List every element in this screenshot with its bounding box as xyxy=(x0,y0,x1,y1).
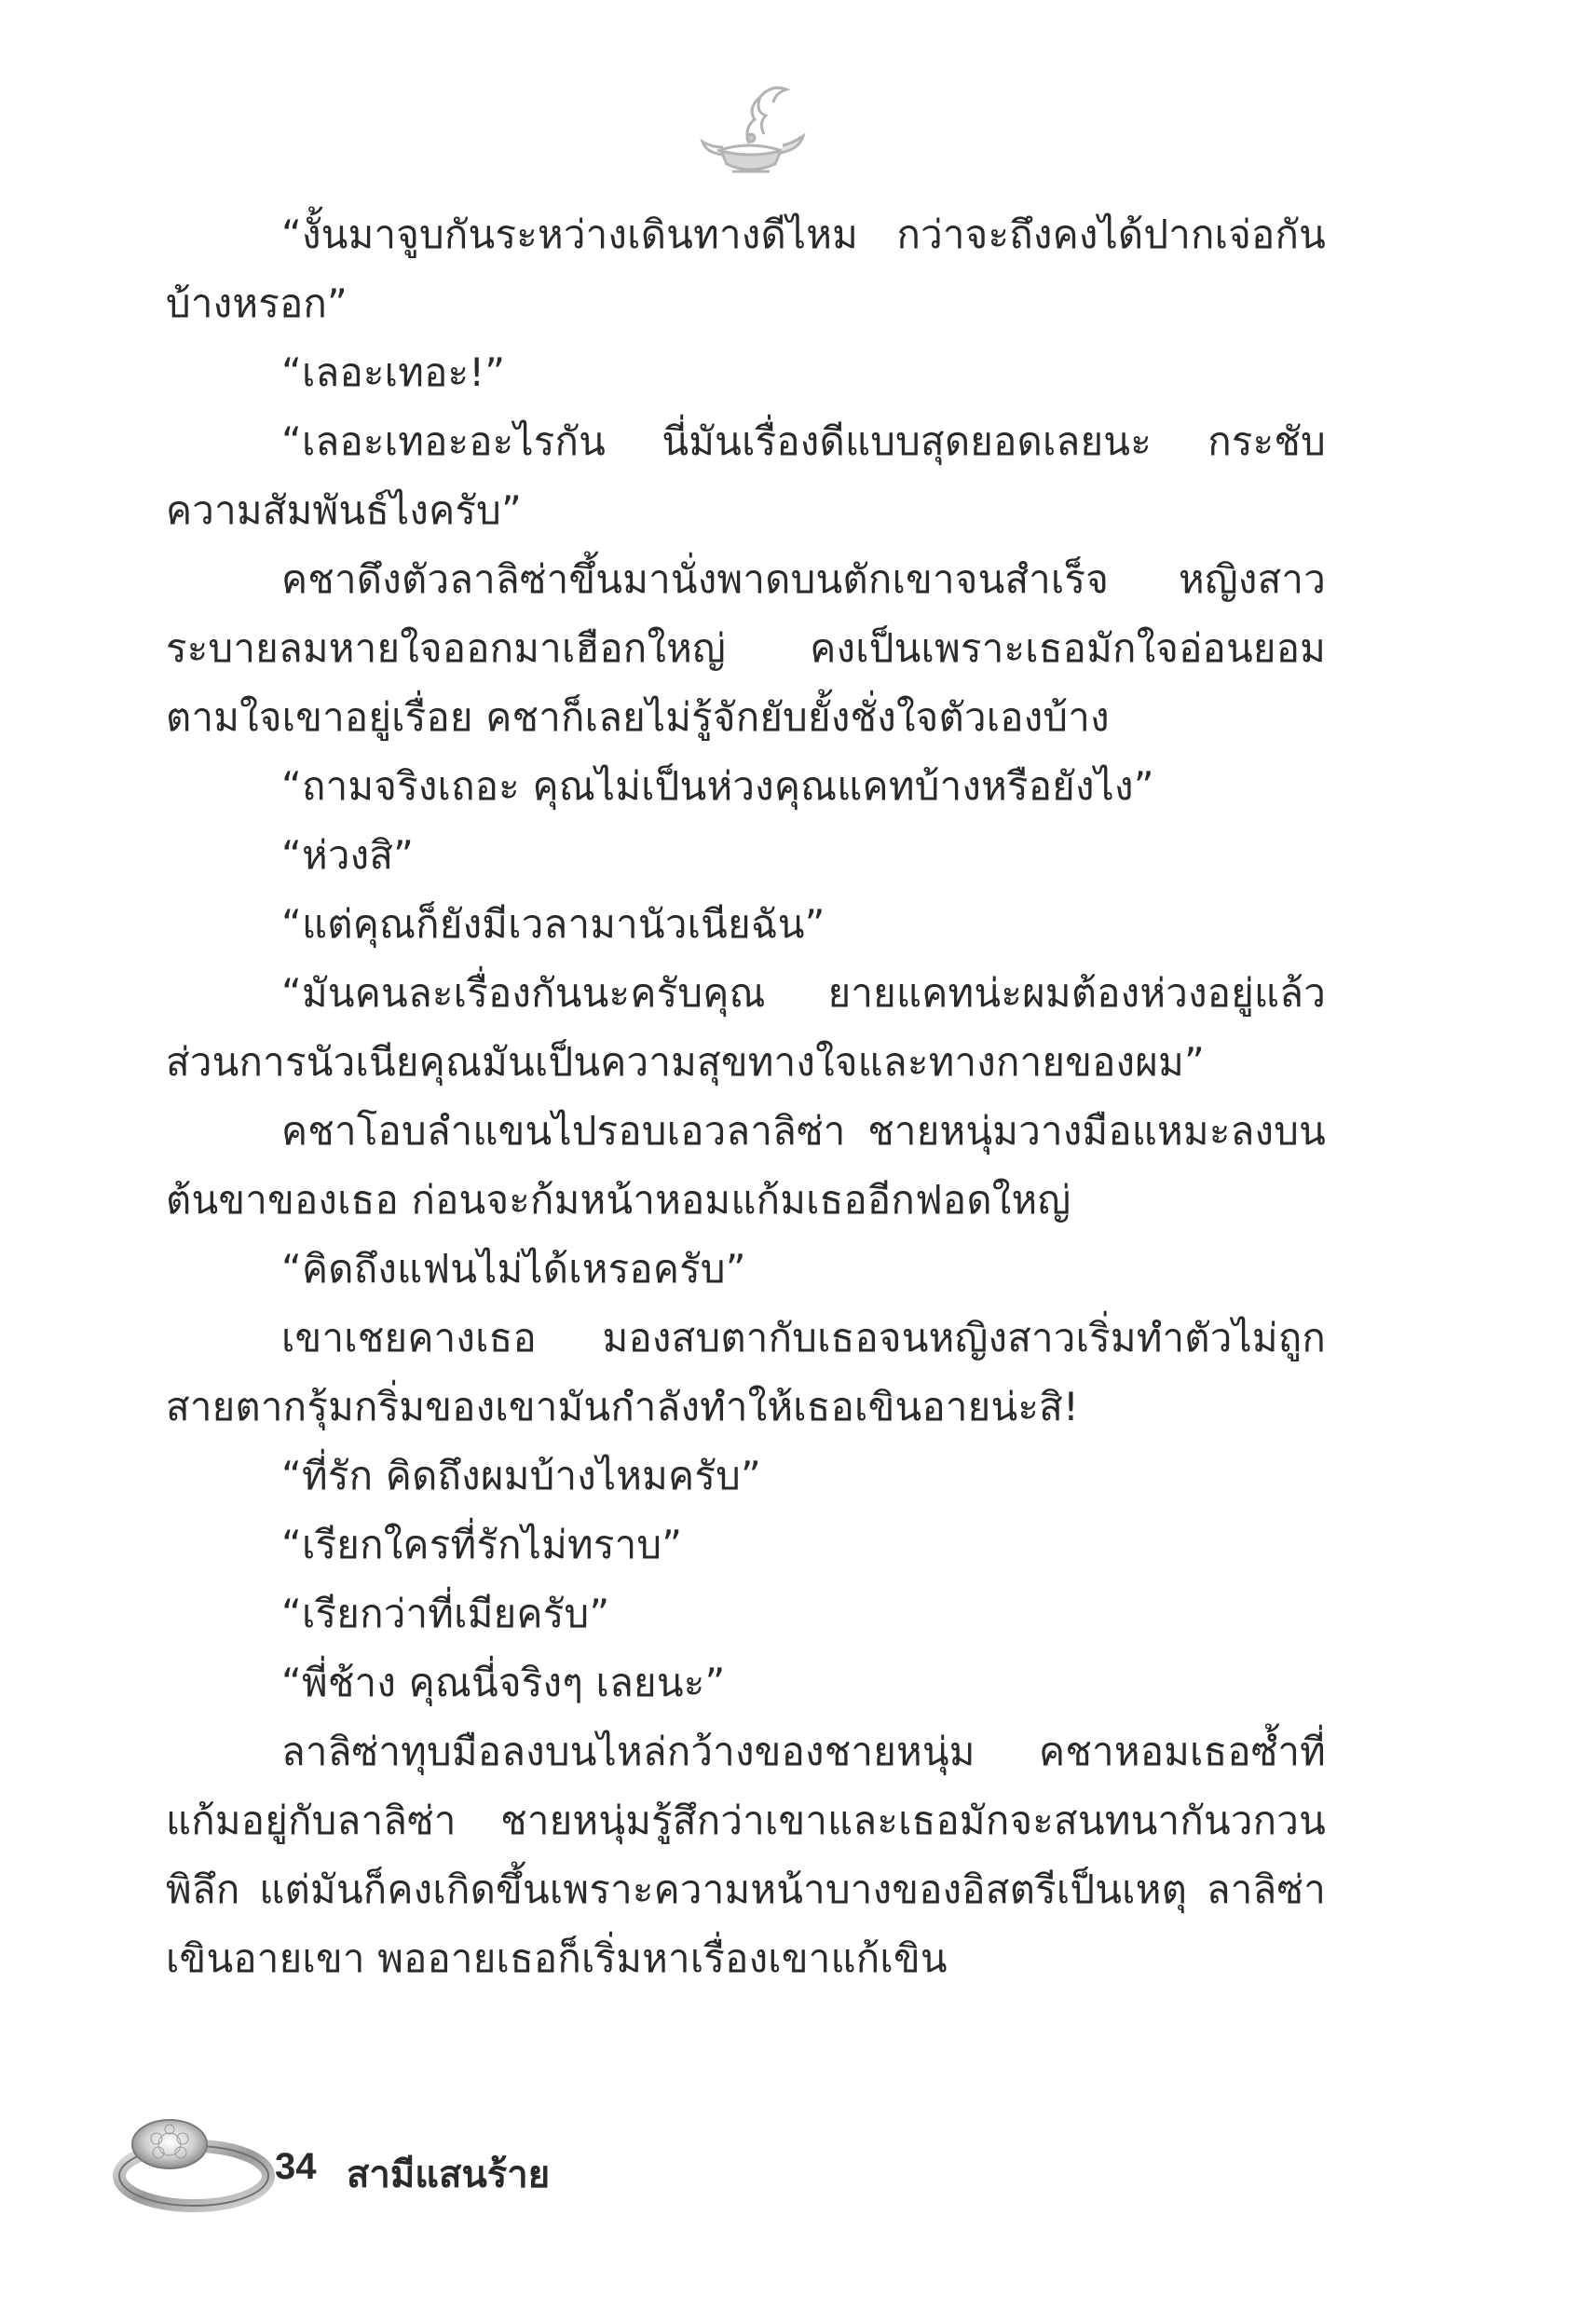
paragraph: “ห่วงสิ” xyxy=(281,832,415,878)
paragraph: “มันคนละเรื่องกันนะครับคุณ ยายแคทน่ะผมต้องห่วงอยู่แล้ว ส่วนการนัวเนียคุณมันเป็นความสุขทางใจและทางกายของผม” xyxy=(166,970,1326,1085)
paragraph: “ถามจริงเถอะ คุณไม่เป็นห่วงคุณแคทบ้างหรือยังไง” xyxy=(281,763,1154,809)
chapter-text xyxy=(166,200,1326,1993)
paragraph: “พี่ช้าง คุณนี่จริงๆ เลยนะ” xyxy=(281,1660,726,1705)
paragraph: คชาโอบลำแขนไปรอบเอวลาลิซ่า ชายหนุ่มวางมือแหมะลงบนต้นขาของเธอ ก่อนจะก้มหน้าหอมแก้มเธออีกฟอดใหญ่ xyxy=(166,1108,1326,1223)
paragraph: “งั้นมาจูบกันระหว่างเดินทางดีไหม กว่าจะถึงคงได้ปากเจ่อกันบ้างหรอก” xyxy=(166,212,1326,326)
paragraph: “แต่คุณก็ยังมีเวลามานัวเนียฉัน” xyxy=(281,901,825,947)
paragraph: เขาเชยคางเธอ มองสบตากับเธอจนหญิงสาวเริ่มทำตัวไม่ถูก สายตากรุ้มกริ่มของเขามันกำลังทำให้เธอเขินอายน่ะสิ! xyxy=(166,1315,1326,1429)
paragraph: “ที่รัก คิดถึงผมบ้างไหมครับ” xyxy=(281,1453,761,1498)
paragraph: “คิดถึงแฟนไม่ได้เหรอครับ” xyxy=(281,1246,746,1292)
paragraph: “เลอะเทอะอะไรกัน นี่มันเรื่องดีแบบสุดยอดเลยนะ กระชับความสัมพันธ์ไงครับ” xyxy=(166,418,1326,533)
magic-lamp-icon xyxy=(689,75,811,186)
diamond-ring-icon xyxy=(102,2101,280,2222)
paragraph: “เรียกว่าที่เมียครับ” xyxy=(281,1591,610,1636)
page-footer xyxy=(102,2101,755,2232)
paragraph: คชาดึงตัวลาลิซ่าขึ้นมานั่งพาดบนตักเขาจนสำเร็จ หญิงสาวระบายลมหายใจออกมาเฮือกใหญ่ คงเป็นเพราะเธอมักใจอ่อนยอมตามใจเขาอยู่เรื่อย คชาก็เลยไม่รู้จักยับยั้งชั่งใจตัวเองบ้าง xyxy=(166,556,1326,740)
paragraph: ลาลิซ่าทุบมือลงบนไหล่กว้างของชายหนุ่ม คชาหอมเธอซ้ำที่แก้มอยู่กับลาลิซ่า ชายหนุ่มรู้สึกว่าเขาและเธอมักจะสนทนากันวกวนพิลึก แต่มันก็คงเกิดขึ้นเพราะความหน้าบางของอิสตรีเป็นเหตุ ลาลิซ่าเขินอายเขา พออายเธอก็เริ่มหาเรื่องเขาแก้เขิน xyxy=(166,1729,1326,1981)
paragraph: “เลอะเทอะ!” xyxy=(281,349,506,395)
book-title: สามีแสนร้าย xyxy=(347,2154,551,2196)
paragraph: “เรียกใครที่รักไม่ทราบ” xyxy=(281,1522,683,1567)
page-number: 34 xyxy=(275,2146,317,2187)
